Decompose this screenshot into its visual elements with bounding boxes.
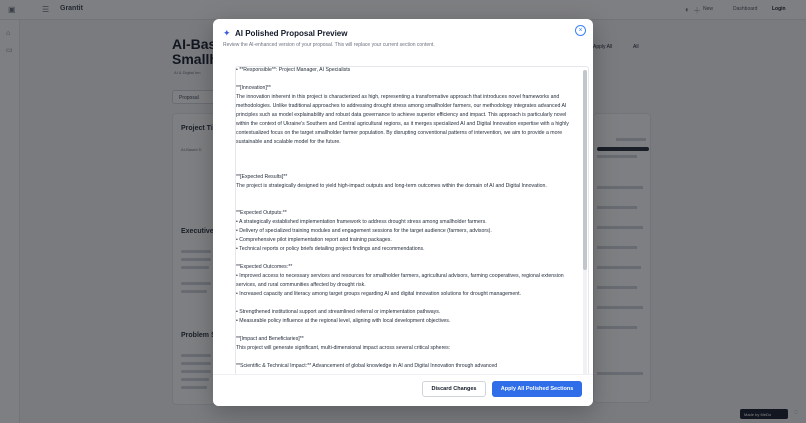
polished-proposal-modal (213, 19, 593, 406)
output-item: • A strategically established implementation framework to address drought stress among smallholder farmers. (236, 219, 487, 225)
polished-content-area[interactable] (235, 66, 589, 392)
outputs-heading: **Expected Outputs:** (236, 210, 287, 216)
close-button[interactable] (575, 25, 586, 36)
output-item: • Comprehensive pilot implementation report and training packages. (236, 237, 392, 243)
apply-polished-sections-button[interactable]: Apply All Polished Sections (492, 381, 582, 397)
expected-results-text: The project is strategically designed to yield high-impact outputs and long-term outcomes within the domain of AI and Digital Innovation. (236, 183, 547, 189)
expected-results-heading: **[Expected Results]** (236, 174, 288, 180)
innovation-heading: **[Innovation]** (236, 85, 271, 91)
impact-text: This project will generate significant, multi-dimensional impact across several critical spheres: (236, 345, 451, 351)
scientific-impact-text: **Scientific & Technical Impact:** Advancement of global knowledge in AI and Digital Innovation through advanced (236, 363, 498, 369)
responsible-bullet: • **Responsible**: Project Manager, AI Specialists (236, 67, 351, 73)
innovation-text: The innovation inherent in this project is characterized as high, representing a transformative approach that introduces novel frameworks and methodologies. Unlike traditional approaches to addressing drought stress among smallholder farmers, our methodology integrates advanced AI principles such as model explainability and robust data governance to achieve superior efficiency and impact. This approach is particularly novel within the context of Ukraine's Southern and Central agricultural regions, as it merges specialized AI and Digital Innovation expertise with a highly contextualized focus on the target smallholder farmer population. By disrupting conventional patterns of intervention, we aim to provide a more sustainable and scalable model for the future. (236, 94, 569, 145)
impact-heading: **[Impact and Beneficiaries]** (236, 336, 304, 342)
scrollbar-thumb[interactable] (583, 70, 587, 270)
discard-changes-button[interactable]: Discard Changes (422, 381, 486, 397)
close-icon: × (578, 27, 583, 34)
modal-footer (213, 374, 593, 406)
modal-header (223, 28, 583, 56)
output-item: • Technical reports or policy briefs detailing project findings and recommendations. (236, 246, 425, 252)
outcome-item: • Increased capacity and literacy among target groups regarding AI and digital innovation solutions for drought management. (236, 291, 521, 297)
content-scroll[interactable] (236, 67, 582, 392)
output-item: • Delivery of specialized training modules and engagement sessions for the target audience (farmers, advisors). (236, 228, 492, 234)
modal-title: AI Polished Proposal Preview (235, 29, 348, 38)
outcome-item: • Measurable policy influence at the regional level, aligning with local development objectives. (236, 318, 451, 324)
outcomes-heading: **Expected Outcomes:** (236, 264, 293, 270)
outcome-item: • Improved access to necessary services and resources for smallholder farmers, agricultural advisors, farming cooperatives, regional extension services, and rural communities affected by drought risk. (236, 273, 564, 288)
outcome-item: • Strengthened institutional support and streamlined referral or implementation pathways. (236, 309, 441, 315)
sparkle-icon: ✦ (223, 28, 231, 38)
modal-description: Review the AI-enhanced version of your proposal. This will replace your current section content. (223, 42, 435, 48)
